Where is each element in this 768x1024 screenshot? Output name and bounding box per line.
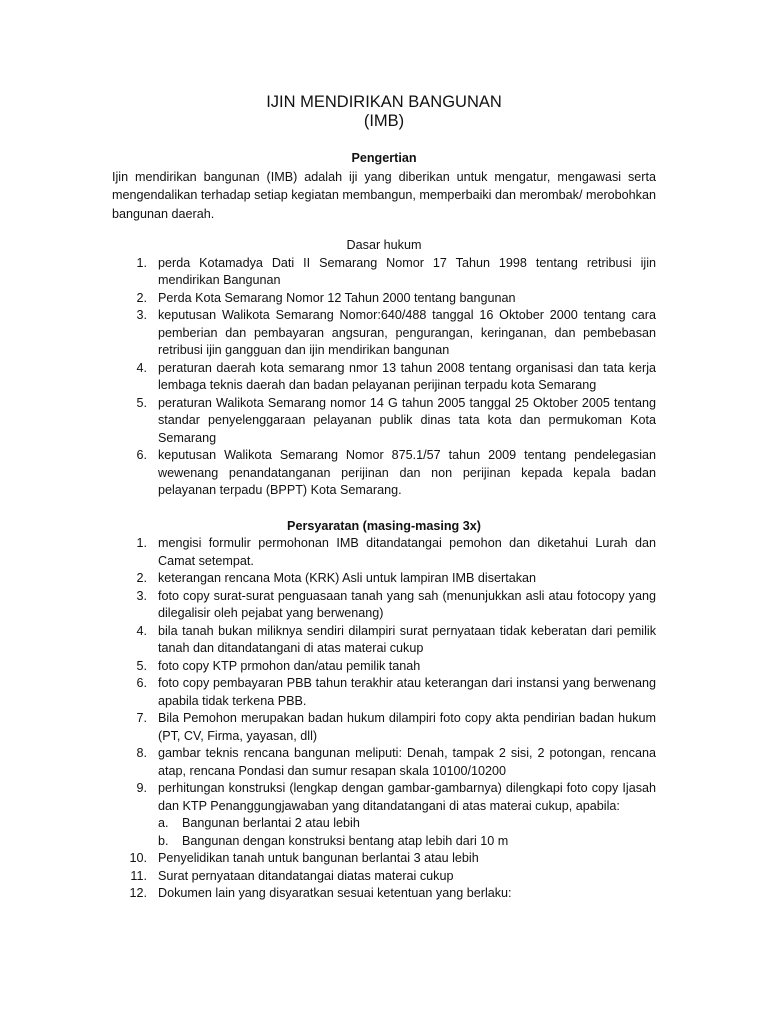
item-number: 6. xyxy=(136,676,147,690)
item-number: 7. xyxy=(136,711,147,725)
item-text: peraturan Walikota Semarang nomor 14 G tahun 2005 tanggal 25 Oktober 2005 tentang standar penyelenggaraan pelayanan publik dinas tata kota dan permukoman Kota Semarang xyxy=(158,395,656,445)
sub-list-item xyxy=(158,833,656,851)
item-number: 8. xyxy=(136,746,147,760)
item-text: peraturan daerah kota semarang nmor 13 tahun 2008 tentang organisasi dan tata kerja lembaga teknis daerah dan badan pelayanan perijinan terpadu kota Semarang xyxy=(158,360,656,392)
item-number: 1. xyxy=(136,255,147,270)
list-item xyxy=(112,255,656,290)
item-number: 12. xyxy=(129,886,147,900)
sub-list-item xyxy=(158,815,656,833)
list-item xyxy=(112,885,656,903)
list-item xyxy=(112,307,656,360)
item-number: 5. xyxy=(136,395,147,410)
list-item xyxy=(112,658,656,676)
item-number: 11. xyxy=(130,868,147,883)
item-number: 5. xyxy=(136,658,147,673)
sub-item-text: Bangunan dengan konstruksi bentang atap lebih dari 10 m xyxy=(182,833,509,848)
item-text: foto copy surat-surat penguasaan tanah yang sah (menunjukkan asli atau fotocopy yang dilegalisir oleh pejabat yang berwenang) xyxy=(158,588,656,620)
item-text: keputusan Walikota Semarang Nomor 875.1/57 tahun 2009 tentang pendelegasian wewenang penandatanganan perijinan dan non perijinan kepada kepala badan pelayanan terpadu (BPPT) Kota Semarang. xyxy=(158,448,656,497)
dasar-hukum-heading: Dasar hukum xyxy=(346,238,422,252)
list-item xyxy=(112,868,656,886)
title-line-2: (IMB) xyxy=(363,112,405,130)
list-item xyxy=(112,535,656,570)
item-text: Penyelidikan tanah untuk bangunan berlantai 3 atau lebih xyxy=(158,851,479,865)
item-text: perhitungan konstruksi (lengkap dengan gambar-gambarnya) dilengkapi foto copy Ijasah dan KTP Penanggungjawaban yang ditandatangani di atas materai cukup, apabila: xyxy=(158,781,656,813)
item-text: bila tanah bukan miliknya sendiri dilampiri surat pernyataan tidak keberatan dari pemilik tanah dan ditandatangani di atas materai cukup xyxy=(158,623,656,655)
item-number: 3. xyxy=(136,308,147,322)
item-number: 2. xyxy=(136,290,147,305)
list-item xyxy=(112,745,656,780)
list-item xyxy=(112,623,656,658)
list-item xyxy=(112,360,656,395)
list-item xyxy=(112,850,656,868)
item-number: 10. xyxy=(129,851,147,865)
document-title xyxy=(112,93,656,131)
sub-list xyxy=(158,815,656,850)
item-text: Surat pernyataan ditandatangai diatas materai cukup xyxy=(158,868,454,883)
item-text: keterangan rencana Mota (KRK) Asli untuk lampiran IMB disertakan xyxy=(158,571,536,585)
sub-item-text: Bangunan berlantai 2 atau lebih xyxy=(182,816,360,830)
item-number: 2. xyxy=(136,571,147,585)
item-text: Dokumen lain yang disyaratkan sesuai ketentuan yang berlaku: xyxy=(158,886,512,900)
item-text: foto copy pembayaran PBB tahun terakhir atau keterangan dari instansi yang berwenang apabila tidak terkena PBB. xyxy=(158,676,656,708)
list-item xyxy=(112,447,656,500)
item-number: 4. xyxy=(136,360,147,375)
list-item xyxy=(112,290,656,308)
title-line-1: IJIN MENDIRIKAN BANGUNAN xyxy=(266,93,502,111)
pengertian-text: Ijin mendirikan bangunan (IMB) adalah iji yang diberikan untuk mengatur, mengawasi serta mengendalikan terhadap setiap kegiatan membangun, memperbaiki dan merombak/ merobohkan bangunan daerah. xyxy=(112,169,656,221)
dasar-hukum-list xyxy=(112,255,656,500)
sub-item-letter: b. xyxy=(158,833,169,848)
list-item xyxy=(112,588,656,623)
persyaratan-list xyxy=(112,535,656,903)
item-text: Bila Pemohon merupakan badan hukum dilampiri foto copy akta pendirian badan hukum (PT, CV, Firma, yayasan, dll) xyxy=(158,711,656,743)
item-text: gambar teknis rencana bangunan meliputi: Denah, tampak 2 sisi, 2 potongan, rencana atap, rencana Pondasi dan sumur resapan skala 10100/10200 xyxy=(158,746,656,778)
list-item xyxy=(112,395,656,448)
list-item xyxy=(112,570,656,588)
item-text: Perda Kota Semarang Nomor 12 Tahun 2000 tentang bangunan xyxy=(158,290,516,305)
persyaratan-heading: Persyaratan (masing-masing 3x) xyxy=(287,518,481,533)
item-text: perda Kotamadya Dati II Semarang Nomor 17 Tahun 1998 tentang retribusi ijin mendirikan Bangunan xyxy=(158,255,656,287)
item-number: 9. xyxy=(136,781,147,795)
item-number: 6. xyxy=(136,448,147,462)
list-item xyxy=(112,710,656,745)
item-text: mengisi formulir permohonan IMB ditandatangai pemohon dan diketahui Lurah dan Camat setempat. xyxy=(158,536,656,568)
list-item xyxy=(112,675,656,710)
item-text: keputusan Walikota Semarang Nomor:640/488 tanggal 16 Oktober 2000 tentang cara pemberian dan pembayaran angsuran, pengurangan, keringanan, dan pembebasan retribusi ijin gangguan dan ijin mendirikan bangunan xyxy=(158,308,656,357)
sub-item-letter: a. xyxy=(158,816,169,830)
pengertian-heading: Pengertian xyxy=(351,151,417,165)
item-number: 1. xyxy=(136,536,147,550)
item-text: foto copy KTP prmohon dan/atau pemilik tanah xyxy=(158,658,421,673)
list-item xyxy=(112,780,656,850)
item-number: 3. xyxy=(136,588,147,603)
item-number: 4. xyxy=(136,623,147,638)
